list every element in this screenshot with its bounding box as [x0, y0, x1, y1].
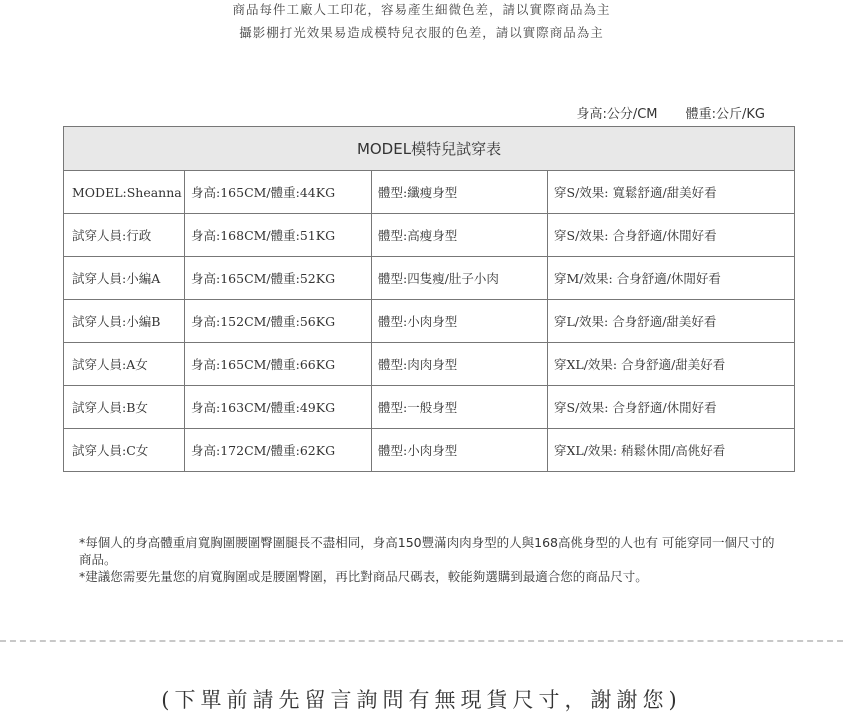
tester-name-cell: 試穿人員:B女 — [64, 386, 185, 429]
tester-name-cell: MODEL:Sheanna — [64, 171, 185, 214]
body-type-cell: 體型:一般身型 — [372, 386, 548, 429]
table-title: MODEL模特兒試穿表 — [64, 127, 795, 171]
sizing-footnotes — [79, 534, 779, 585]
fit-result-cell: 穿XL/效果: 合身舒適/甜美好看 — [548, 343, 795, 386]
tester-name-cell: 試穿人員:小編B — [64, 300, 185, 343]
tester-name-cell: 試穿人員:C女 — [64, 429, 185, 472]
table-row — [64, 257, 795, 300]
tester-name-cell: 試穿人員:A女 — [64, 343, 185, 386]
fit-result-cell: 穿S/效果: 合身舒適/休閒好看 — [548, 386, 795, 429]
height-weight-cell: 身高:168CM/體重:51KG — [185, 214, 372, 257]
height-weight-cell: 身高:152CM/體重:56KG — [185, 300, 372, 343]
height-weight-cell: 身高:165CM/體重:66KG — [185, 343, 372, 386]
body-type-cell: 體型:肉肉身型 — [372, 343, 548, 386]
weight-unit-label: 體重:公斤/KG — [685, 107, 765, 122]
table-row — [64, 214, 795, 257]
body-type-cell: 體型:高瘦身型 — [372, 214, 548, 257]
table-row — [64, 343, 795, 386]
table-row — [64, 429, 795, 472]
body-type-cell: 體型:纖瘦身型 — [372, 171, 548, 214]
footnote-measure-advice: *建議您需要先量您的肩寬胸圍或是腰圍臀圍，再比對商品尺碼表，較能夠選購到最適合您的商品尺寸。 — [79, 569, 648, 584]
color-disclaimer-note: 商品每件工廠人工印花，容易產生細微色差，請以實際商品為主 — [232, 2, 611, 17]
tester-name-cell: 試穿人員:行政 — [64, 214, 185, 257]
dashed-divider — [0, 640, 843, 642]
height-unit-label: 身高:公分/CM — [576, 107, 658, 122]
fit-result-cell: 穿XL/效果: 稍鬆休閒/高佻好看 — [548, 429, 795, 472]
fit-result-cell: 穿L/效果: 合身舒適/甜美好看 — [548, 300, 795, 343]
body-type-cell: 體型:小肉身型 — [372, 300, 548, 343]
table-row — [64, 171, 795, 214]
lighting-disclaimer-note: 攝影棚打光效果易造成模特兒衣服的色差，請以實際商品為主 — [239, 25, 604, 40]
unit-legend — [562, 103, 765, 122]
height-weight-cell: 身高:165CM/體重:44KG — [185, 171, 372, 214]
tester-name-cell: 試穿人員:小編A — [64, 257, 185, 300]
table-row — [64, 300, 795, 343]
body-type-cell: 體型:小肉身型 — [372, 429, 548, 472]
footnote-body-variation: *每個人的身高體重肩寬胸圍腰圍臀圍腿長不盡相同，身高150豐滿肉肉身型的人與168高佻身型的人也有 可能穿同一個尺寸的商品。 — [79, 535, 775, 567]
fit-result-cell: 穿S/效果: 合身舒適/休閒好看 — [548, 214, 795, 257]
closing-message: (下單前請先留言詢問有無現貨尺寸，謝謝您) — [161, 688, 682, 712]
height-weight-cell: 身高:172CM/體重:62KG — [185, 429, 372, 472]
fit-result-cell: 穿S/效果: 寬鬆舒適/甜美好看 — [548, 171, 795, 214]
height-weight-cell: 身高:163CM/體重:49KG — [185, 386, 372, 429]
table-body — [64, 171, 795, 472]
table-row — [64, 386, 795, 429]
height-weight-cell: 身高:165CM/體重:52KG — [185, 257, 372, 300]
body-type-cell: 體型:四隻瘦/肚子小肉 — [372, 257, 548, 300]
fit-result-cell: 穿M/效果: 合身舒適/休閒好看 — [548, 257, 795, 300]
model-fitting-table — [63, 126, 795, 472]
